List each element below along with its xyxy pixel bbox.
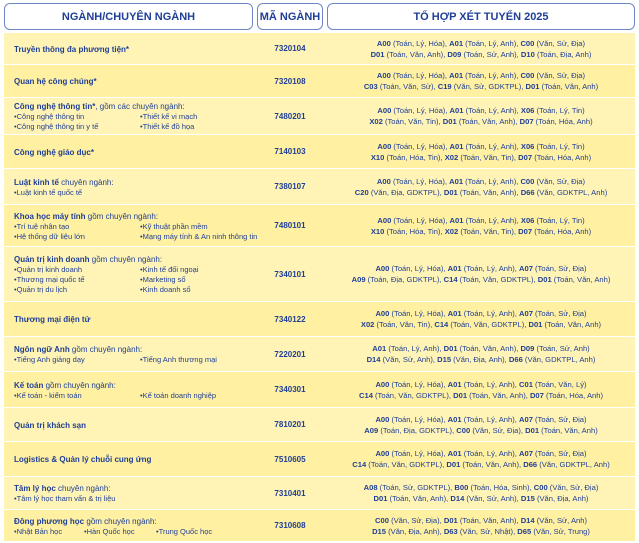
combo-line: A00 (Toán, Lý, Hóa), A01 (Toán, Lý, Anh), X06 (Toán, Lý, Tin) — [377, 215, 585, 225]
combo-cell — [327, 408, 635, 441]
table-row — [4, 135, 635, 169]
major-name: Truyền thông đa phương tiện* — [14, 44, 130, 54]
specialization-list — [14, 221, 258, 242]
combo-cell — [327, 247, 635, 301]
table-row — [4, 247, 635, 302]
major-name: Công nghệ giáo dục* — [14, 147, 94, 157]
combo-cell — [327, 65, 635, 97]
specialization-item: • Marketing số — [140, 275, 260, 285]
combo-line: A00 (Toán, Lý, Hóa), A01 (Toán, Lý, Anh), X06 (Toán, Lý, Tin) — [377, 141, 585, 151]
major-code: 7220201 — [274, 349, 306, 359]
specialization-item: • Thiết kế vi mạch — [140, 112, 260, 122]
combo-line: D14 (Văn, Sử, Anh), D15 (Văn, Địa, Anh), D66 (Văn, GDKTPL, Anh) — [366, 355, 596, 364]
table-row — [4, 442, 635, 477]
major-code: 7140103 — [274, 147, 306, 156]
specialization-item: • Thiết kế đồ họa — [140, 122, 260, 132]
specialization-item: • Tiếng Anh thương mại — [140, 355, 260, 365]
major-cell — [4, 442, 253, 476]
major-name: Luật kinh tế chuyên ngành: — [14, 177, 114, 187]
specialization-item: • Kinh tế đối ngoại — [140, 265, 260, 275]
major-name: Công nghệ thông tin*, gồm các chuyên ngành: — [14, 102, 185, 111]
major-cell — [4, 302, 253, 336]
major-name: Quản trị kinh doanh gồm chuyên ngành: — [14, 255, 163, 264]
combo-cell — [327, 135, 635, 168]
major-name: Quản trị khách sạn — [14, 420, 87, 430]
combo-line: A00 (Toán, Lý, Hóa), A01 (Toán, Lý, Anh), C00 (Văn, Sử, Địa) — [376, 38, 586, 48]
combo-line: C03 (Toán, Văn, Sử), C19 (Văn, Sử, GDKTPL), D01 (Toán, Văn, Anh) — [363, 82, 599, 91]
combo-line: A00 (Toán, Lý, Hóa), A01 (Toán, Lý, Anh), X06 (Toán, Lý, Tin) — [377, 106, 585, 115]
major-name: Quan hệ công chúng* — [14, 77, 97, 86]
combo-cell — [327, 337, 635, 371]
table-row — [4, 205, 635, 247]
specialization-item: • Trí tuệ nhân tạo — [14, 222, 140, 232]
major-name: Tâm lý học chuyên ngành: — [14, 484, 111, 493]
specialization-item: • Kế toán doanh nghiệp — [140, 391, 260, 401]
specialization-list — [14, 112, 253, 132]
header-combos: TỔ HỢP XÉT TUYỂN 2025 — [327, 3, 635, 30]
combo-line: X10 (Toán, Hóa, Tin), X02 (Toán, Văn, Tin), D07 (Toán, Hóa, Anh) — [370, 226, 592, 236]
major-code: 7340101 — [274, 269, 306, 279]
major-cell — [4, 247, 253, 301]
table-row — [4, 337, 635, 372]
combo-line: A00 (Toán, Lý, Hóa), A01 (Toán, Lý, Anh), A07 (Toán, Sử, Địa) — [375, 264, 587, 273]
specialization-item: • Kinh doanh số — [140, 285, 260, 295]
specialization-item: • Trung Quốc học — [156, 527, 256, 537]
combo-line: A08 (Toán, Sử, GDKTPL), B00 (Toán, Hóa, Sinh), C00 (Văn, Sử, Địa) — [363, 483, 599, 492]
combo-line: A00 (Toán, Lý, Hóa), A01 (Toán, Lý, Anh), C00 (Văn, Sử, Địa) — [376, 71, 586, 80]
combo-cell — [327, 510, 635, 541]
combo-line: A09 (Toán, Địa, GDKTPL), C14 (Toán, Văn, GDKTPL), D01 (Toán, Văn, Anh) — [351, 275, 611, 284]
major-name: Kế toán gồm chuyên ngành: — [14, 380, 116, 390]
specialization-item: • Công nghệ thông tin — [14, 112, 140, 122]
major-cell — [4, 33, 253, 64]
major-code: 7310401 — [274, 488, 306, 498]
admission-table — [4, 33, 635, 542]
major-name: Logistics & Quản lý chuỗi cung ứng — [14, 455, 152, 464]
specialization-list — [14, 494, 253, 504]
specialization-item: • Tiếng Anh giảng dạy — [14, 355, 140, 365]
table-row — [4, 510, 635, 542]
major-code: 7340301 — [274, 385, 306, 394]
specialization-list — [14, 265, 253, 295]
major-cell — [4, 372, 253, 407]
specialization-item: • Hàn Quốc học — [84, 527, 156, 537]
combo-line: D01 (Toán, Văn, Anh), D09 (Toán, Sử, Anh), D10 (Toán, Địa, Anh) — [370, 49, 592, 59]
specialization-item: • Thương mại quốc tế — [14, 275, 140, 285]
combo-line: D15 (Văn, Địa, Anh), D63 (Văn, Sử, Nhật), D65 (Văn, Sử, Trung) — [372, 526, 590, 536]
combo-cell — [327, 33, 635, 64]
header-major: NGÀNH/CHUYÊN NGÀNH — [4, 3, 253, 30]
combo-line: A00 (Toán, Lý, Hóa), A01 (Toán, Lý, Anh), A07 (Toán, Sử, Địa) — [375, 449, 587, 458]
combo-line: X02 (Toán, Văn, Tin), C14 (Toán, Văn, GDKTPL), D01 (Toán, Văn, Anh) — [360, 320, 602, 329]
major-cell — [4, 205, 258, 246]
specialization-item: • Mạng máy tính & An ninh thông tin — [140, 232, 260, 242]
combo-line: C14 (Toán, Văn, GDKTPL), D01 (Toán, Văn, Anh), D66 (Văn, GDKTPL, Anh) — [352, 460, 610, 469]
major-code: 7320108 — [274, 76, 306, 86]
major-code: 7480101 — [274, 221, 306, 230]
major-cell — [4, 337, 253, 371]
major-cell — [4, 510, 253, 541]
specialization-item: • Tâm lý học tham vấn & trị liệu — [14, 494, 140, 504]
major-code: 7310608 — [274, 521, 306, 530]
major-name: Đông phương học gồm chuyên ngành: — [14, 516, 157, 526]
major-name: Thương mại điện tử — [14, 315, 91, 324]
specialization-list — [14, 527, 253, 537]
specialization-item: • Nhật Bản học — [14, 527, 84, 537]
combo-line: A00 (Toán, Lý, Hóa), A01 (Toán, Lý, Anh), A07 (Toán, Sử, Địa) — [375, 309, 587, 318]
specialization-item: • Luật kinh tế quốc tế — [14, 188, 140, 198]
combo-line: A09 (Toán, Địa, GDKTPL), C00 (Văn, Sử, Địa), D01 (Toán, Văn, Anh) — [364, 425, 598, 435]
combo-line: C14 (Toán, Văn, GDKTPL), D01 (Toán, Văn, Anh), D07 (Toán, Hóa, Anh) — [358, 390, 603, 400]
specialization-item: • Hệ thống dữ liệu lớn — [14, 232, 140, 242]
combo-line: A00 (Toán, Lý, Hóa), A01 (Toán, Lý, Anh), C01 (Toán, Văn, Lý) — [375, 379, 587, 389]
combo-line: C20 (Văn, Địa, GDKTPL), D01 (Toán, Văn, Anh), D66 (Văn, GDKTPL, Anh) — [354, 187, 608, 197]
major-code: 7810201 — [274, 420, 306, 429]
major-cell — [4, 65, 253, 97]
table-row — [4, 408, 635, 442]
major-cell — [4, 98, 253, 134]
major-cell — [4, 477, 253, 509]
major-code: 7320104 — [274, 44, 306, 53]
combo-line: C00 (Văn, Sử, Địa), D01 (Toán, Văn, Anh), D14 (Văn, Sử, Anh) — [375, 515, 587, 525]
combo-cell — [327, 477, 635, 509]
major-name: Ngôn ngữ Anh gồm chuyên ngành: — [14, 345, 143, 354]
major-cell — [4, 408, 253, 441]
major-cell — [4, 135, 253, 168]
combo-cell — [327, 98, 635, 134]
major-name: Khoa học máy tính gồm chuyên ngành: — [14, 211, 159, 221]
combo-line: D01 (Toán, Văn, Anh), D14 (Văn, Sử, Anh), D15 (Văn, Địa, Anh) — [373, 494, 589, 503]
combo-cell — [327, 205, 635, 246]
specialization-item: • Quản trị kinh doanh — [14, 265, 140, 275]
specialization-item: • Kế toán - kiểm toán — [14, 391, 140, 401]
major-code: 7510605 — [274, 454, 306, 464]
combo-cell — [327, 372, 635, 407]
table-row — [4, 372, 635, 408]
major-code: 7480201 — [274, 111, 306, 121]
header-code: MÃ NGÀNH — [257, 3, 323, 30]
specialization-list — [14, 355, 253, 365]
specialization-item: • Công nghệ thông tin y tế — [14, 122, 140, 132]
combo-line: X02 (Toán, Văn, Tin), D01 (Toán, Văn, Anh), D07 (Toán, Hóa, Anh) — [369, 117, 593, 126]
major-code: 7380107 — [274, 182, 306, 191]
table-row — [4, 169, 635, 205]
combo-line: A01 (Toán, Lý, Anh), D01 (Toán, Văn, Anh), D09 (Toán, Sử, Anh) — [372, 344, 590, 353]
major-code: 7340122 — [274, 314, 306, 324]
specialization-item: • Kỹ thuật phần mềm — [140, 222, 260, 232]
combo-line: A00 (Toán, Lý, Hóa), A01 (Toán, Lý, Anh), A07 (Toán, Sử, Địa) — [375, 414, 587, 424]
table-row — [4, 477, 635, 510]
table-row — [4, 98, 635, 135]
combo-cell — [327, 302, 635, 336]
combo-line: X10 (Toán, Hóa, Tin), X02 (Toán, Văn, Tin), D07 (Toán, Hóa, Anh) — [370, 152, 592, 162]
combo-cell — [327, 169, 635, 204]
combo-cell — [327, 442, 635, 476]
specialization-item: • Quản trị du lịch — [14, 285, 140, 295]
table-row — [4, 33, 635, 65]
table-row — [4, 302, 635, 337]
specialization-list — [14, 391, 253, 401]
major-cell — [4, 169, 253, 204]
combo-line: A00 (Toán, Lý, Hóa), A01 (Toán, Lý, Anh), C00 (Văn, Sử, Địa) — [376, 176, 586, 186]
specialization-list — [14, 188, 253, 198]
table-row — [4, 65, 635, 98]
